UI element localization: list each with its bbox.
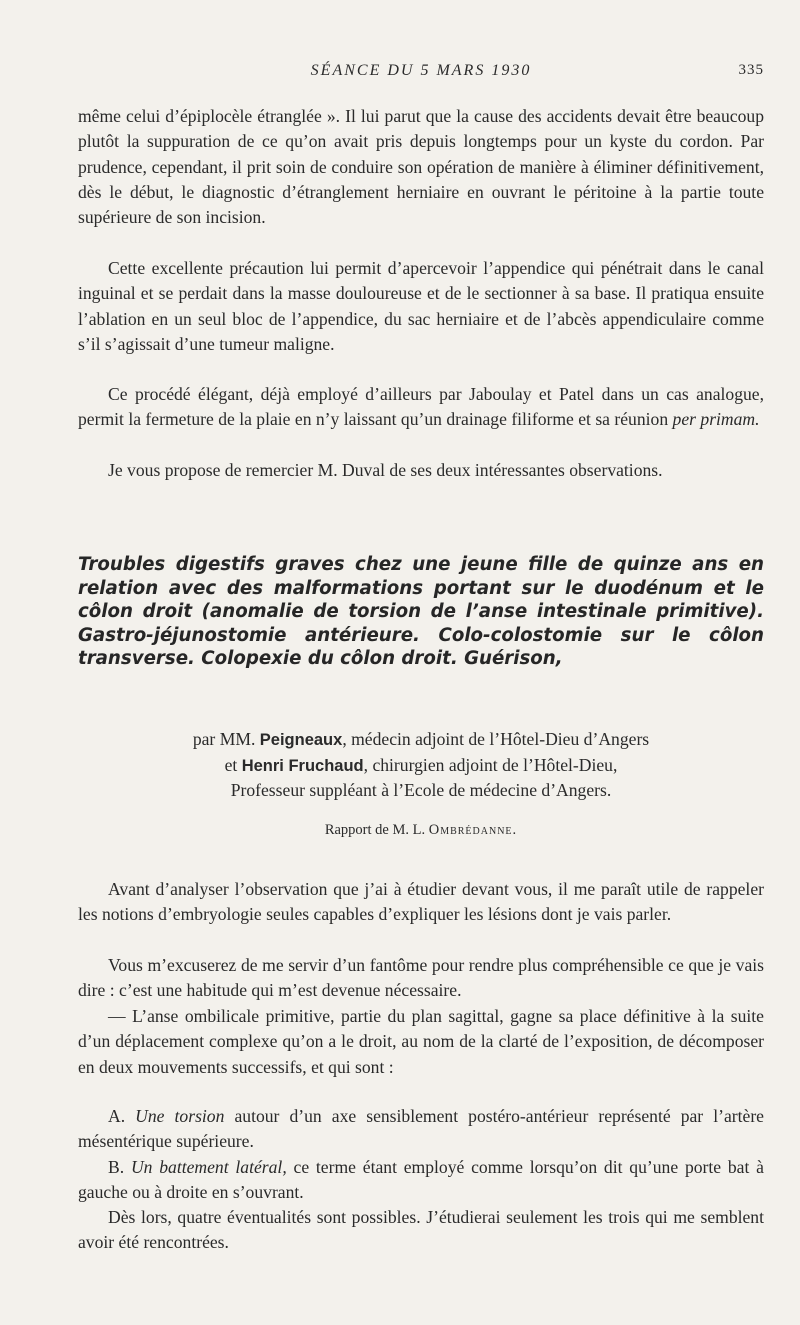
running-title: SÉANCE DU 5 MARS 1930 [310,62,532,79]
article-authors [78,727,764,803]
rapport-prefix: Rapport de M. L. [324,822,429,838]
article-title: Troubles digestifs graves chez une jeune fille de quinze ans en relation avec des malformations portant sur le duodénum et le côlon droit (anomalie de torsion de l’anse intestinale primitive). Gastro-jéjunostomie antérieure. Colo-colostomie sur le côlon transverse. Colopexie du côlon droit. Guérison, [78,554,764,670]
paragraph-3-italic: per primam. [672,409,760,430]
paragraph-1: même celui d’épiplocèle étranglée ». Il lui parut que la cause des accidents devait être beaucoup plutôt la suppuration de ce qu’on avait pris depuis longtemps pour un kyste du cordon. Par prudence, cependant, il prit soin de conduire son opération de manière à éliminer définitivement, dès le début, le diagnostic d’étranglement herniaire en ouvrant le péritoine à la partie toute supérieure de son incision. [78,106,764,228]
paragraph-8-italic: Une torsion [135,1106,225,1126]
paragraph-10: Dès lors, quatre éventualités sont possibles. J’étudierai seulement les trois qui me semblent avoir été rencontrées. [78,1207,764,1253]
paragraph-2: Cette excellente précaution lui permit d’apercevoir l’appendice qui pénétrait dans le canal inguinal et se perdait dans la masse douloureuse et de le sectionner à sa base. Il pratiqua ensuite l’ablation en un seul bloc de l’appendice, du sac herniaire et de l’abcès appendiculaire comme s’il s’agissait d’une tumeur maligne. [78,258,764,354]
authors-line1-post: , médecin adjoint de l’Hôtel-Dieu d’Angers [342,729,650,749]
rapport-name: Ombrédanne. [428,822,518,838]
paragraph-6: Vous m’excuserez de me servir d’un fantôme pour rendre plus compréhensible ce que je vais dire : c’est une habitude qui m’est devenue nécessaire. [78,955,764,1001]
paragraph-8 [78,1104,764,1155]
paragraph-9-text: ce terme étant employé comme lorsqu’on dit qu’une porte bat à gauche ou à droite en s’ouvrant. [78,1157,764,1203]
rapport-line [78,822,764,839]
paragraph-8-text: autour d’un axe sensiblement postéro-antérieur représenté par l’artère mésentérique supérieure. [78,1106,764,1152]
paragraph-4: Je vous propose de remercier M. Duval de ses deux intéressantes observations. [108,460,663,480]
running-header [78,62,764,86]
paragraph-9-label: B. [108,1157,131,1177]
paragraph-9 [78,1155,764,1206]
authors-line2-pre: et [224,754,242,775]
author-1: Peigneaux [259,731,343,749]
paragraph-3 [78,382,764,433]
paragraph-5: Avant d’analyser l’observation que j’ai à étudier devant vous, il me paraît utile de rappeler les notions d’embryologie seules capables d’expliquer les lésions dont je vais parler. [78,879,764,925]
paragraph-9-italic: Un battement latéral, [130,1157,287,1177]
paragraph-3-text: Ce procédé élégant, déjà employé d’ailleurs par Jaboulay et Patel dans un cas analogue, permit la fermeture de la plaie en n’y laissant qu’un drainage filiforme et sa réunion [78,384,764,430]
author-2: Henri Fruchaud [241,756,364,775]
authors-line2-post: , chirurgien adjoint de l’Hôtel-Dieu, [363,754,618,775]
authors-line3: Professeur suppléant à l’Ecole de médecine d’Angers. [230,780,612,800]
page-number: 335 [738,62,764,78]
authors-line1-pre: par MM. [192,729,260,749]
paragraph-8-label: A. [108,1106,136,1126]
paragraph-7: — L’anse ombilicale primitive, partie du plan sagittal, gagne sa place définitive à la suite d’un déplacement complexe qu’on a le droit, au nom de la clarté de l’exposition, de décomposer en deux mouvements successifs, et qui sont : [78,1006,764,1077]
